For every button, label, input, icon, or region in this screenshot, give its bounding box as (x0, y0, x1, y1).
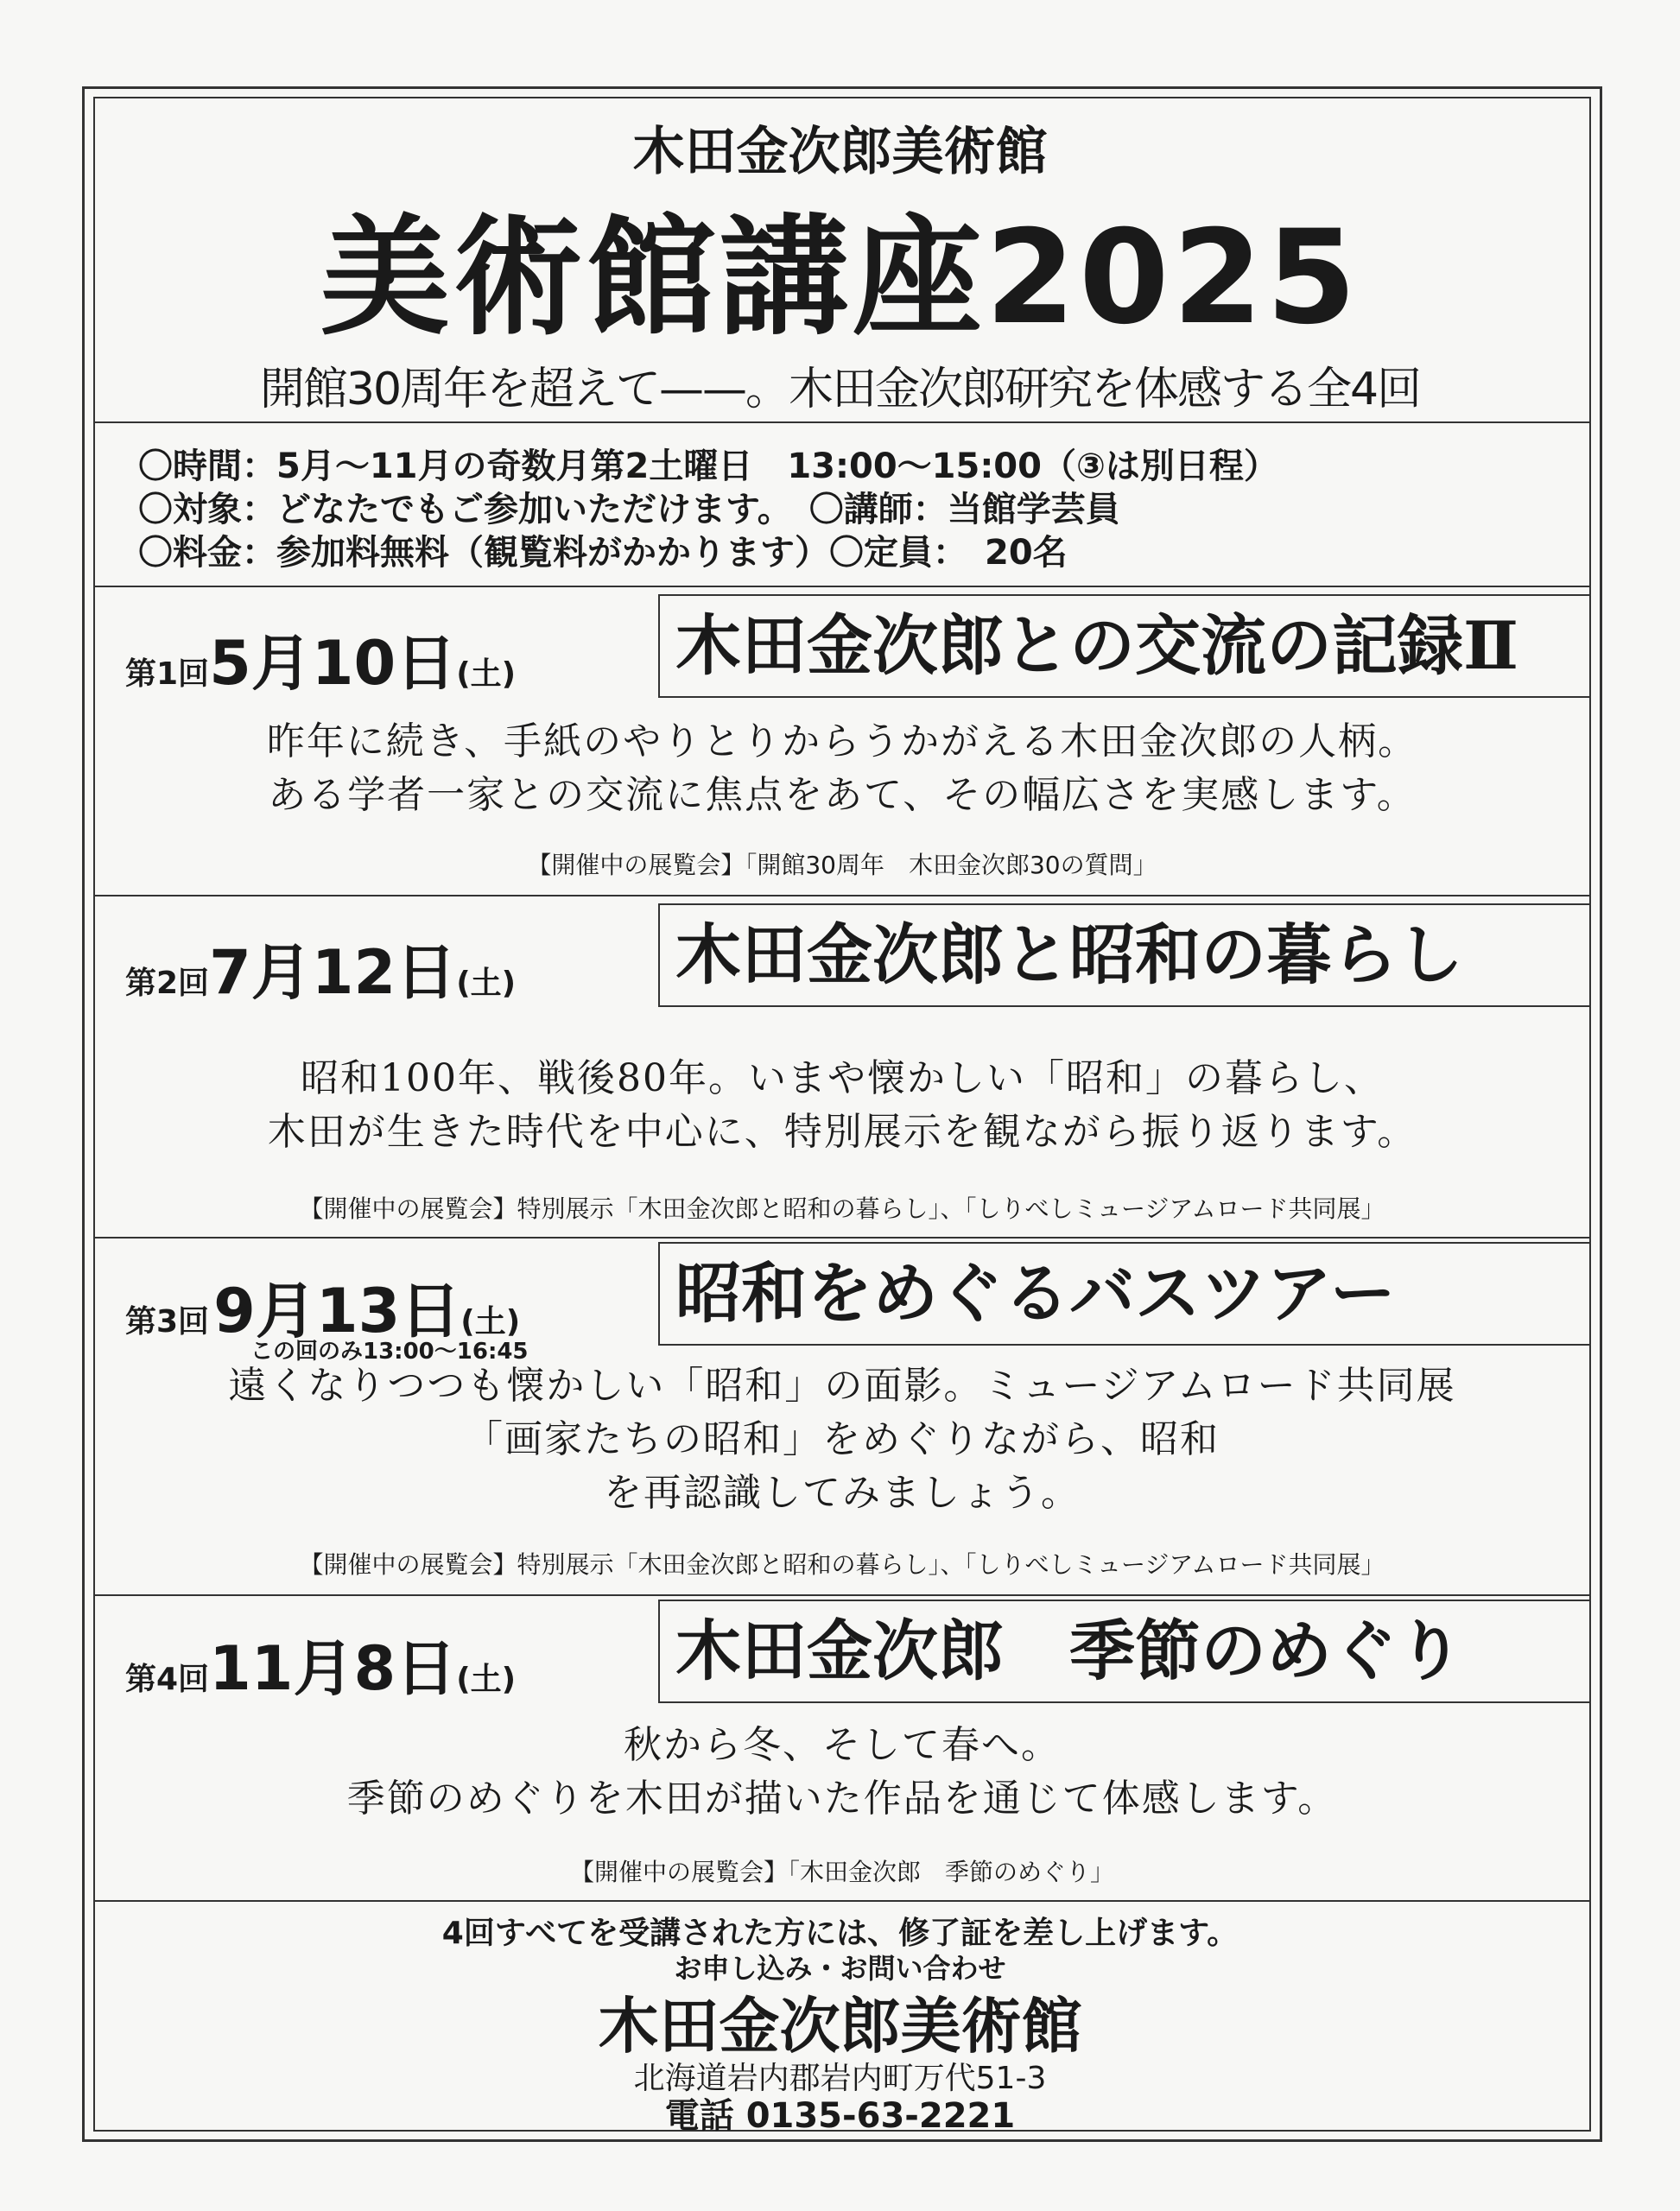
museum-phone: 電話 0135-63-2221 (664, 2096, 1016, 2136)
session-date: 11月8日 (209, 1633, 457, 1704)
session-description: 秋から冬、そして春へ。 季節のめぐりを木田が描いた作品を通じて体感します。 (346, 1723, 1338, 1821)
session-time-note: この回のみ13:00～16:45 (250, 1339, 529, 1365)
session-number: 第3回 (125, 1304, 210, 1340)
divider (93, 1237, 1591, 1239)
info-time: 〇時間：5月～11月の奇数月第2土曜日 13:00～15:00（③は別日程） (138, 447, 1278, 486)
divider (93, 586, 1591, 587)
page-title: 美術館講座2025 (320, 203, 1360, 353)
session-number: 第1回 (125, 656, 210, 692)
page-subtitle: 開館30周年を超えて——。木田金次郎研究を体感する全4回 (259, 364, 1421, 415)
session-weekday: (土) (460, 1304, 521, 1340)
info-audience: 〇対象：どなたでもご参加いただけます。 〇講師：当館学芸員 (138, 490, 1120, 529)
museum-address: 北海道岩内郡岩内町万代51-3 (633, 2061, 1047, 2096)
museum-name-header: 木田金次郎美術館 (632, 122, 1048, 182)
inquiry-label: お申し込み・お問い合わせ (674, 1952, 1006, 1985)
session-number: 第4回 (125, 1662, 210, 1697)
footer-museum-name: 木田金次郎美術館 (598, 1991, 1082, 2062)
session-description: 遠くなりつつも懐かしい「昭和」の面影。ミュージアムロード共同展 「画家たちの昭和」をめぐりながら、昭和 を再認識してみましょう。 (228, 1364, 1456, 1515)
session-exhibition: 【開催中の展覧会】特別展示「木田金次郎と昭和の暮らし」、「しりべしミュージアムロード共同展」 (299, 1194, 1385, 1223)
session-exhibition: 【開催中の展覧会】「木田金次郎 季節のめぐり」 (569, 1858, 1114, 1886)
divider (93, 1900, 1591, 1902)
session-description: 昭和100年、戦後80年。いまや懐かしい「昭和」の暮らし、 木田が生きた時代を中心に、特別展示を観ながら振り返ります。 (267, 1056, 1417, 1154)
session-weekday: (土) (456, 1662, 517, 1697)
session-exhibition: 【開催中の展覧会】特別展示「木田金次郎と昭和の暮らし」、「しりべしミュージアムロード共同展」 (299, 1550, 1385, 1579)
session-weekday: (土) (456, 656, 517, 692)
divider (93, 1594, 1591, 1596)
session-exhibition: 【開催中の展覧会】「開館30周年 木田金次郎30の質問」 (527, 851, 1157, 879)
session-description: 昨年に続き、手紙のやりとりからうかがえる木田金次郎の人柄。 ある学者一家との交流に焦点をあて、その幅広さを実感します。 (266, 719, 1418, 817)
session-date: 9月13日 (213, 1276, 461, 1346)
session-title: 木田金次郎との交流の記録Ⅱ (658, 594, 1591, 698)
session-title: 木田金次郎と昭和の暮らし (658, 903, 1591, 1007)
session-number: 第2回 (125, 966, 210, 1001)
session-title: 木田金次郎 季節のめぐり (658, 1600, 1591, 1703)
session-weekday: (土) (456, 966, 517, 1001)
session-date: 5月10日 (209, 628, 457, 699)
certificate-note: 4回すべてを受講された方には、修了証を差し上げます。 (441, 1916, 1239, 1951)
divider (93, 895, 1591, 896)
session-date: 7月12日 (209, 937, 457, 1008)
session-title: 昭和をめぐるバスツアー (658, 1242, 1591, 1346)
info-fee: 〇料金：参加料無料（観覧料がかかります）〇定員： 20名 (138, 533, 1068, 573)
divider (93, 421, 1591, 423)
